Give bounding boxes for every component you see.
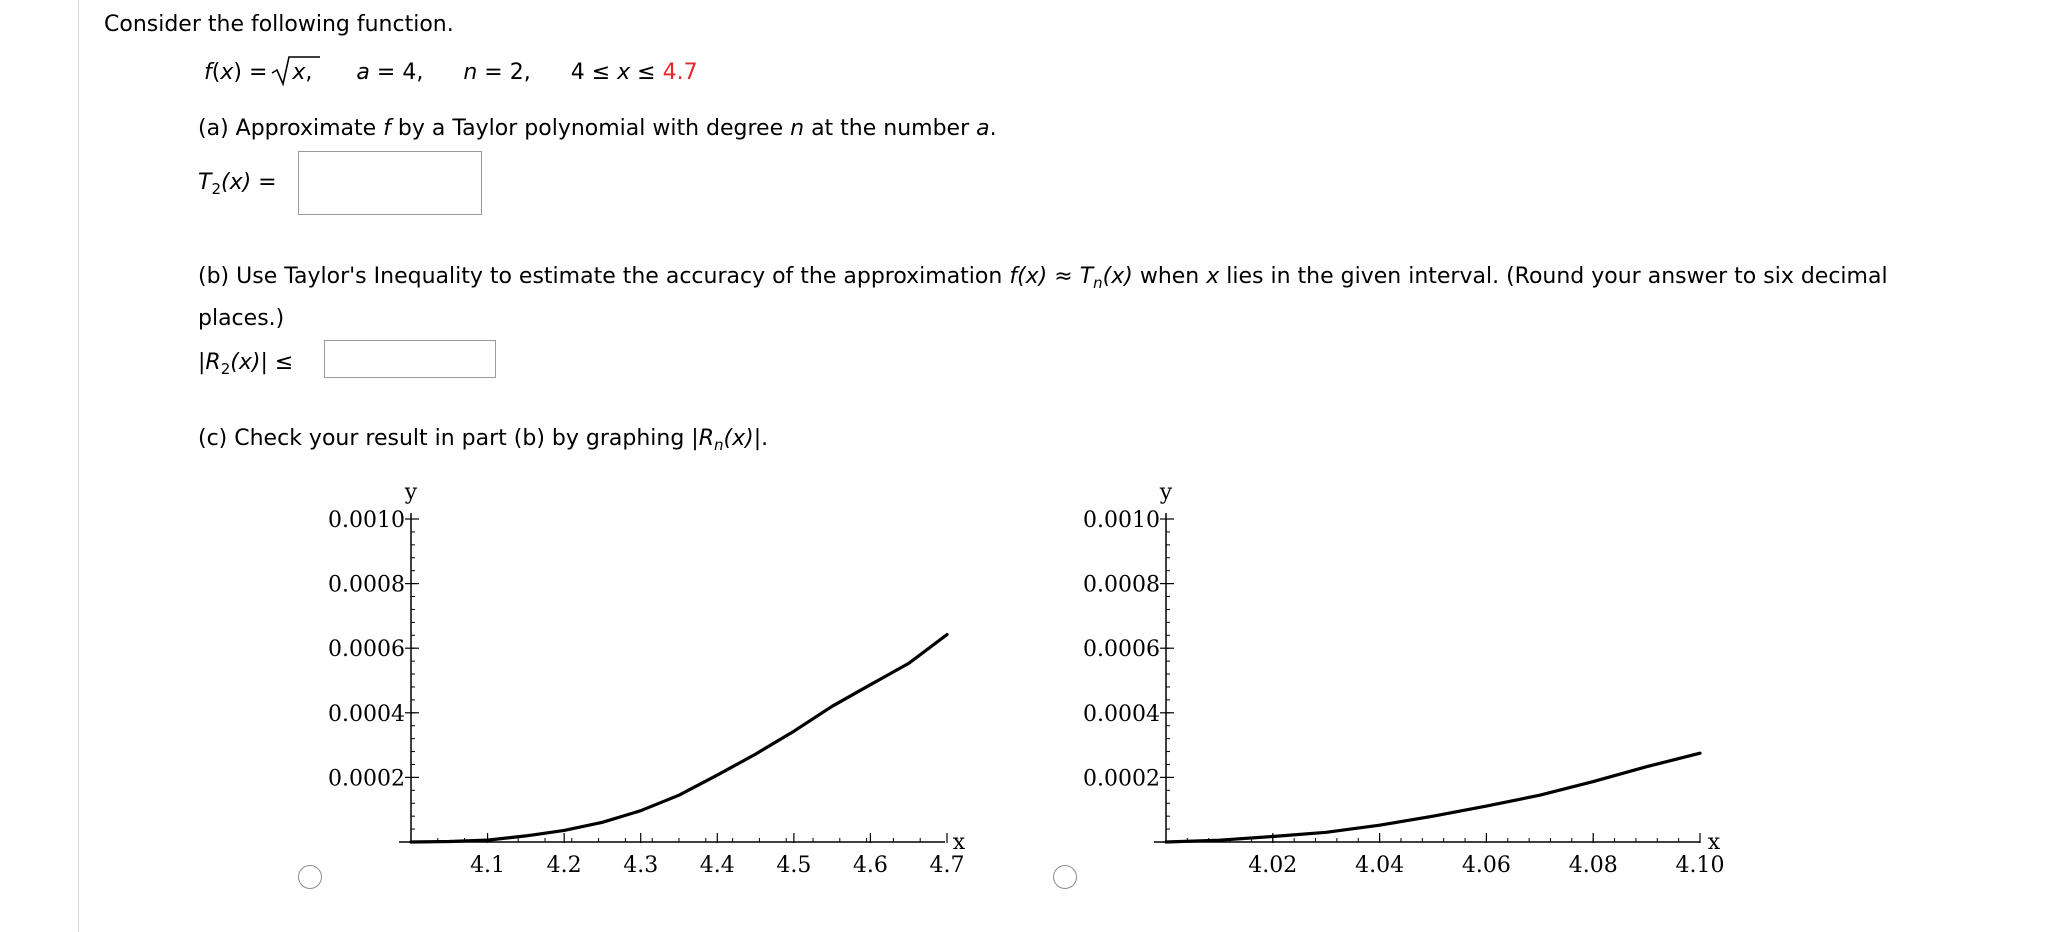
x-tick-label: 4.06 <box>1461 853 1511 878</box>
equals-sign: = <box>241 60 275 85</box>
t-symbol: T <box>198 170 212 195</box>
graph-option-1-radio[interactable] <box>298 865 322 889</box>
part-c-text-1: (c) Check your result in part (b) by graphing | <box>198 426 699 451</box>
x-tick-label: 4.3 <box>623 853 659 878</box>
part-c-r: R <box>698 426 715 451</box>
y-axis-label: y <box>404 480 418 505</box>
interval-mid: ≤ <box>630 60 663 85</box>
y-tick-label: 0.0002 <box>1083 766 1160 792</box>
y-tick-label: 0.0008 <box>328 572 405 598</box>
a-symbol: a <box>356 60 370 85</box>
part-c-r-argument: (x) <box>723 426 754 451</box>
y-axis-label: y <box>1159 480 1173 505</box>
x-tick-label: 4.6 <box>852 853 888 878</box>
x-tick-label: 4.1 <box>470 853 506 878</box>
part-b-t-argument: (x) <box>1102 264 1133 289</box>
abs-open: | <box>198 350 206 375</box>
x-tick-label: 4.5 <box>776 853 812 878</box>
n-value: = 2, <box>477 60 531 85</box>
part-a-a: a <box>976 116 990 141</box>
r-subscript: 2 <box>220 360 231 378</box>
y-tick-label: 0.0006 <box>328 637 405 663</box>
x-axis-label: x <box>1707 830 1721 855</box>
part-b-t: T <box>1079 264 1094 289</box>
r-argument: (x) <box>230 350 261 375</box>
part-b-text-2: when <box>1132 264 1207 289</box>
part-c-text-2: |. <box>753 426 769 451</box>
part-b-fx: f(x) <box>1009 264 1048 289</box>
t-argument: (x) <box>221 170 252 195</box>
x-axis-label: x <box>952 830 966 855</box>
interval-left: 4 ≤ <box>570 60 618 85</box>
x-tick-label: 4.4 <box>699 853 735 878</box>
part-a-f: f <box>383 116 391 141</box>
y-tick-label: 0.0006 <box>1083 637 1160 663</box>
x-tick-label: 4.08 <box>1568 853 1618 878</box>
paren-close: ) <box>233 60 242 85</box>
part-b-t-subscript: n <box>1093 274 1103 292</box>
part-b-text-1: (b) Use Taylor's Inequality to estimate the accuracy of the approximation <box>198 264 1010 289</box>
part-b-approx: ≈ <box>1047 264 1080 289</box>
part-a-text-3: at the number <box>804 116 977 141</box>
paren-open: ( <box>211 60 221 85</box>
part-b-x: x <box>1206 264 1220 289</box>
comma: , <box>305 60 313 85</box>
t-equals: = <box>251 170 277 195</box>
sqrt-argument: x <box>292 60 306 85</box>
interval-upper-bound: 4.7 <box>662 60 698 85</box>
x-tick-label: 4.04 <box>1355 853 1405 878</box>
t-subscript: 2 <box>211 180 221 198</box>
a-value: = 4, <box>369 60 424 85</box>
part-a-text-4: . <box>989 116 997 141</box>
y-tick-label: 0.0010 <box>328 508 405 533</box>
abs-close-leq: | ≤ <box>260 350 294 375</box>
y-tick-label: 0.0010 <box>1083 508 1160 533</box>
x-tick-label: 4.7 <box>929 853 965 878</box>
n-symbol: n <box>463 60 478 85</box>
interval-x: x <box>617 60 631 85</box>
part-a-text-2: by a Taylor polynomial with degree <box>390 116 791 141</box>
x-tick-label: 4.2 <box>546 853 582 878</box>
x-tick-label: 4.02 <box>1248 853 1298 878</box>
part-a-n: n <box>790 116 805 141</box>
part-b-text-3: lies in the given interval. (Round your answer to six decimal <box>1219 264 1888 289</box>
y-tick-label: 0.0002 <box>328 766 405 792</box>
graph-option-2-radio[interactable] <box>1053 865 1077 889</box>
remainder-curve <box>1166 753 1700 842</box>
part-b-question-line-2: places.) <box>198 306 285 331</box>
part-c-r-subscript: n <box>714 436 724 454</box>
f-symbol: f <box>204 60 212 85</box>
y-tick-label: 0.0008 <box>1083 572 1160 598</box>
y-tick-label: 0.0004 <box>1083 701 1160 727</box>
intro-text: Consider the following function. <box>104 12 454 37</box>
r-symbol: R <box>205 350 221 375</box>
x-symbol: x <box>220 60 234 85</box>
y-tick-label: 0.0004 <box>328 701 405 727</box>
x-tick-label: 4.10 <box>1675 853 1725 878</box>
part-a-text-1: (a) Approximate <box>198 116 384 141</box>
